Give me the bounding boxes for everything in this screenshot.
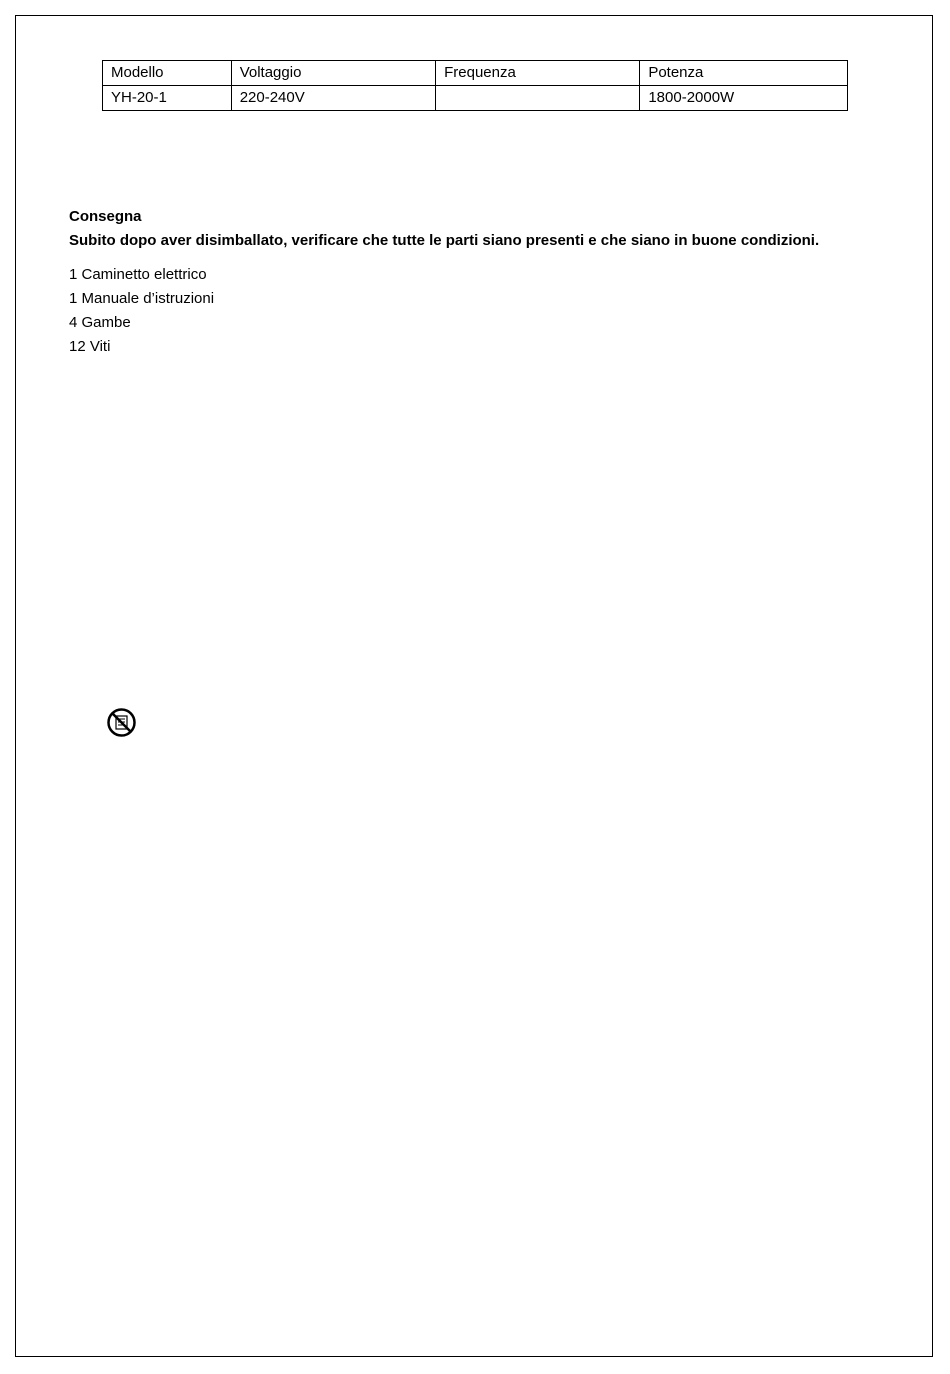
list-item: 4 Gambe <box>69 314 131 331</box>
header-cell-frequenza: Frequenza <box>436 61 640 86</box>
delivery-section <box>69 205 929 359</box>
header-cell-voltaggio: Voltaggio <box>231 61 435 86</box>
list-item: 1 Manuale d’istruzioni <box>69 290 215 307</box>
prohibition-icon <box>106 707 137 738</box>
table-row <box>103 86 848 111</box>
list-item: 1 Caminetto elettrico <box>69 266 207 283</box>
header-cell-modello: Modello <box>103 61 232 86</box>
spec-table <box>102 60 848 111</box>
list-item: 12 Viti <box>69 338 111 355</box>
cell-voltage-value: 220-240V <box>231 86 435 111</box>
header-cell-potenza: Potenza <box>640 61 848 86</box>
table-header-row <box>103 61 848 86</box>
cell-power-value: 1800-2000W <box>640 86 848 111</box>
cell-frequency-value <box>436 86 640 111</box>
section-title: Consegna <box>69 208 142 225</box>
section-subtitle: Subito dopo aver disimballato, verificare che tutte le parti siano presenti e che siano in buone condizioni. <box>69 232 820 249</box>
cell-model-value: YH-20-1 <box>103 86 232 111</box>
parts-list <box>69 263 929 359</box>
